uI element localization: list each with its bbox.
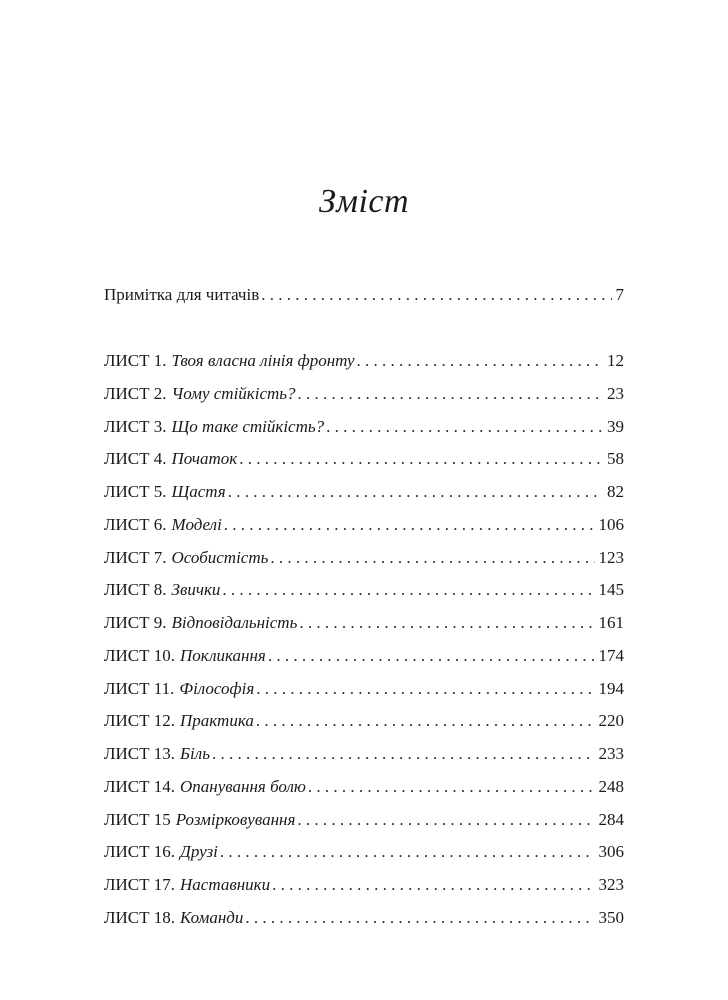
toc-chapter-label: ЛИСТ 12. — [104, 711, 176, 731]
toc-page-number: 161 — [598, 613, 624, 632]
toc-page-number: 220 — [598, 711, 624, 731]
toc-chapter-entry[interactable] — [104, 710, 624, 732]
toc-chapter-label: ЛИСТ 7. — [104, 547, 167, 567]
toc-chapter-title: Практика — [180, 711, 254, 731]
toc-page-number: 145 — [598, 580, 624, 600]
toc-leader-dots — [228, 481, 603, 503]
toc-chapter-title: Розмірковування — [175, 809, 296, 829]
toc-page-number: 82 — [607, 482, 624, 501]
toc-chapter-entry[interactable] — [104, 809, 624, 831]
toc-leader-dots — [270, 547, 594, 569]
toc-chapter-entry[interactable] — [104, 841, 624, 863]
toc-leader-dots — [357, 350, 603, 372]
toc-chapter-title: Що таке стійкість? — [171, 416, 325, 436]
toc-page-number: 7 — [615, 285, 624, 304]
toc-chapter-entry[interactable] — [104, 514, 624, 536]
toc-chapter-label: ЛИСТ 9. — [104, 613, 167, 632]
toc-leader-dots — [239, 448, 603, 470]
toc-note-entry[interactable] — [104, 284, 624, 306]
toc-chapter-title: Біль — [180, 744, 210, 763]
toc-chapter-title: Покликання — [180, 645, 266, 665]
toc-chapter-label: ЛИСТ 1. — [104, 351, 167, 370]
toc-chapter-label: ЛИСТ 16. — [104, 842, 176, 862]
toc-chapter-entry[interactable] — [104, 383, 624, 405]
toc-leader-dots — [308, 776, 595, 798]
toc-chapter-entry[interactable] — [104, 350, 624, 372]
toc-chapter-label: ЛИСТ 4. — [104, 449, 167, 469]
toc-page-number: 12 — [607, 351, 624, 370]
toc-leader-dots — [326, 416, 603, 438]
toc-leader-dots — [212, 743, 595, 765]
toc-chapter-label: ЛИСТ 17. — [104, 875, 176, 894]
toc-chapter-title: Філософія — [179, 678, 255, 698]
toc-page-number: 323 — [598, 875, 624, 894]
toc-chapter-entry[interactable] — [104, 907, 624, 929]
toc-leader-dots — [268, 645, 595, 667]
toc-chapter-entry[interactable] — [104, 776, 624, 798]
toc-chapter-entry[interactable] — [104, 678, 624, 700]
toc-page-number: 284 — [598, 809, 624, 829]
toc-chapter-entry[interactable] — [104, 448, 624, 470]
toc-chapter-label: ЛИСТ 15 — [104, 809, 171, 829]
toc-page-number: 350 — [598, 907, 624, 927]
toc-chapter-label: ЛИСТ 6. — [104, 514, 167, 534]
toc-leader-dots — [222, 579, 594, 601]
toc-chapter-label: ЛИСТ 2. — [104, 383, 167, 403]
toc-page-number: 39 — [607, 416, 624, 436]
toc-chapter-title: Твоя власна лінія фронту — [171, 351, 355, 370]
page-title: Зміст — [318, 183, 410, 220]
toc-chapter-entry[interactable] — [104, 645, 624, 667]
toc-chapter-entry[interactable] — [104, 743, 624, 765]
toc-leader-dots — [261, 284, 611, 306]
toc-leader-dots — [297, 809, 594, 831]
toc-chapter-title: Опанування болю — [180, 776, 306, 796]
toc-chapter-label: ЛИСТ 14. — [104, 776, 176, 796]
toc-leader-dots — [272, 874, 594, 896]
toc-leader-dots — [256, 678, 594, 700]
toc-chapter-label: ЛИСТ 18. — [104, 907, 176, 927]
toc-chapter-title: Моделі — [171, 514, 222, 534]
toc-page-number: 233 — [598, 744, 624, 763]
toc-chapter-title: Початок — [171, 449, 238, 469]
toc-chapter-entry[interactable] — [104, 579, 624, 601]
toc-page-number: 194 — [598, 678, 624, 698]
toc-chapter-title: Команди — [180, 907, 244, 927]
toc-chapter-title: Відповідальність — [171, 613, 298, 632]
toc-chapter-title: Звички — [171, 580, 221, 600]
toc-leader-dots — [298, 383, 603, 405]
toc-chapter-label: ЛИСТ 13. — [104, 744, 176, 763]
toc-leader-dots — [245, 907, 594, 929]
toc-chapter-label: ЛИСТ 5. — [104, 482, 167, 501]
toc-page-number: 123 — [598, 547, 624, 567]
toc-page-number: 106 — [598, 514, 624, 534]
toc-chapter-title: Друзі — [180, 842, 218, 862]
toc-leader-dots — [220, 841, 595, 863]
toc-chapter-label: ЛИСТ 8. — [104, 580, 167, 600]
toc-page-number: 306 — [598, 842, 624, 862]
toc-leader-dots — [224, 514, 595, 536]
toc-chapter-entry[interactable] — [104, 874, 624, 896]
toc-chapter-entry[interactable] — [104, 416, 624, 438]
toc-page-number: 248 — [598, 776, 624, 796]
toc-chapter-label: ЛИСТ 3. — [104, 416, 167, 436]
toc-chapter-title: Щастя — [171, 482, 226, 501]
toc-page-number: 174 — [598, 645, 624, 665]
toc-entry-title: Примітка для читачів — [104, 285, 260, 304]
toc-leader-dots — [256, 710, 595, 732]
toc-page-number: 23 — [607, 383, 624, 403]
toc-chapter-entry[interactable] — [104, 547, 624, 569]
toc-chapter-label: ЛИСТ 11. — [104, 678, 175, 698]
toc-chapter-title: Особистість — [171, 547, 269, 567]
toc-leader-dots — [299, 612, 594, 634]
toc-page-number: 58 — [607, 449, 624, 469]
toc-chapter-title: Наставники — [180, 875, 271, 894]
toc-chapter-title: Чому стійкість? — [171, 383, 296, 403]
toc-chapter-entry[interactable] — [104, 481, 624, 503]
toc-chapter-entry[interactable] — [104, 612, 624, 634]
toc-chapter-label: ЛИСТ 10. — [104, 645, 176, 665]
